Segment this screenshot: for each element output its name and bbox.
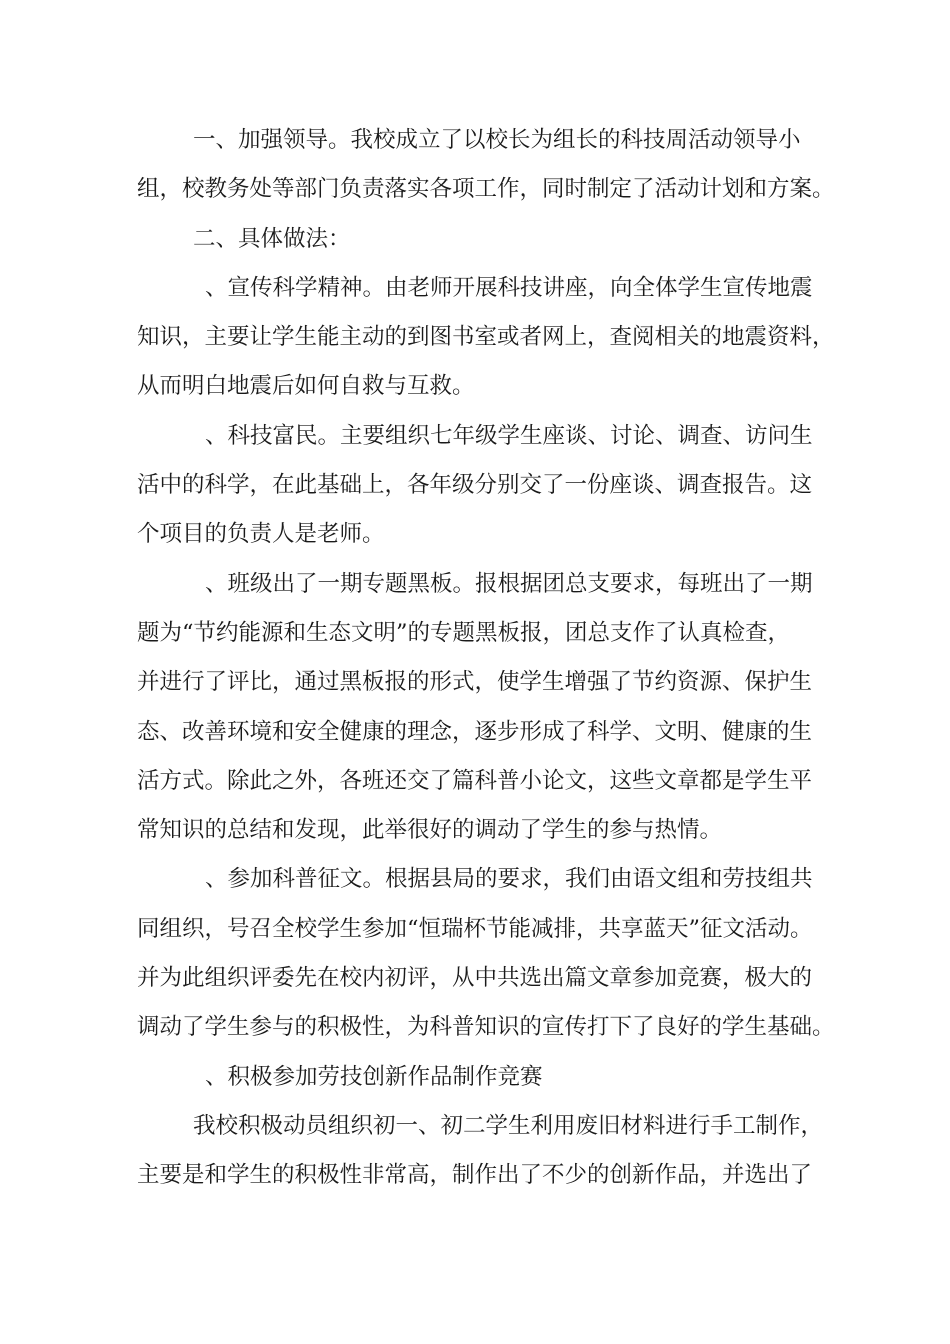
- paragraph-line: 主要是和学生的积极性非常高，制作出了不少的创新作品，并选出了: [137, 1162, 813, 1189]
- paragraph-line: 、宣传科学精神。由老师开展科技讲座，向全体学生宣传地震: [205, 274, 813, 301]
- paragraph-line: 活方式。除此之外，各班还交了篇科普小论文，这些文章都是学生平: [137, 767, 813, 794]
- paragraph-line: 并进行了评比，通过黑板报的形式，使学生增强了节约资源、保护生: [137, 669, 813, 696]
- paragraph-line: 我校积极动员组织初一、初二学生利用废旧材料进行手工制作，: [193, 1112, 824, 1139]
- section-heading: 二、具体做法：: [193, 225, 351, 252]
- paragraph-line: 、参加科普征文。根据县局的要求，我们由语文组和劳技组共: [205, 866, 813, 893]
- paragraph-line: 从而明白地震后如何自救与互救。: [137, 373, 475, 400]
- paragraph-line: 常知识的总结和发现，此举很好的调动了学生的参与热情。: [137, 817, 723, 844]
- paragraph-line: 知识，主要让学生能主动的到图书室或者网上，查阅相关的地震资料，: [137, 324, 835, 351]
- paragraph-line: 一、加强领导。我校成立了以校长为组长的科技周活动领导小: [193, 127, 801, 153]
- paragraph-line: 态、改善环境和安全健康的理念，逐步形成了科学、文明、健康的生: [137, 718, 813, 745]
- paragraph-line: 题为“节约能源和生态文明”的专题黑板报，团总支作了认真检查，: [137, 619, 791, 646]
- paragraph-line: 、科技富民。主要组织七年级学生座谈、讨论、调查、访问生: [205, 422, 813, 449]
- document-body: [137, 116, 835, 1201]
- paragraph-line: 、班级出了一期专题黑板。报根据团总支要求，每班出了一期: [205, 570, 813, 597]
- paragraph-line: 同组织，号召全校学生参加“恒瑞杯节能减排，共享蓝天”征文活动。: [137, 915, 813, 942]
- paragraph-line: 并为此组织评委先在校内初评，从中共选出篇文章参加竞赛，极大的: [137, 965, 813, 992]
- paragraph-line: 调动了学生参与的积极性，为科普知识的宣传打下了良好的学生基础。: [137, 1014, 835, 1041]
- paragraph-line: 活中的科学，在此基础上，各年级分别交了一份座谈、调查报告。这: [137, 472, 813, 499]
- paragraph-line: 、积极参加劳技创新作品制作竞赛: [205, 1063, 543, 1090]
- paragraph-line: 个项目的负责人是老师。: [137, 521, 385, 548]
- paragraph-line: 组，校教务处等部门负责落实各项工作，同时制定了活动计划和方案。: [137, 176, 835, 203]
